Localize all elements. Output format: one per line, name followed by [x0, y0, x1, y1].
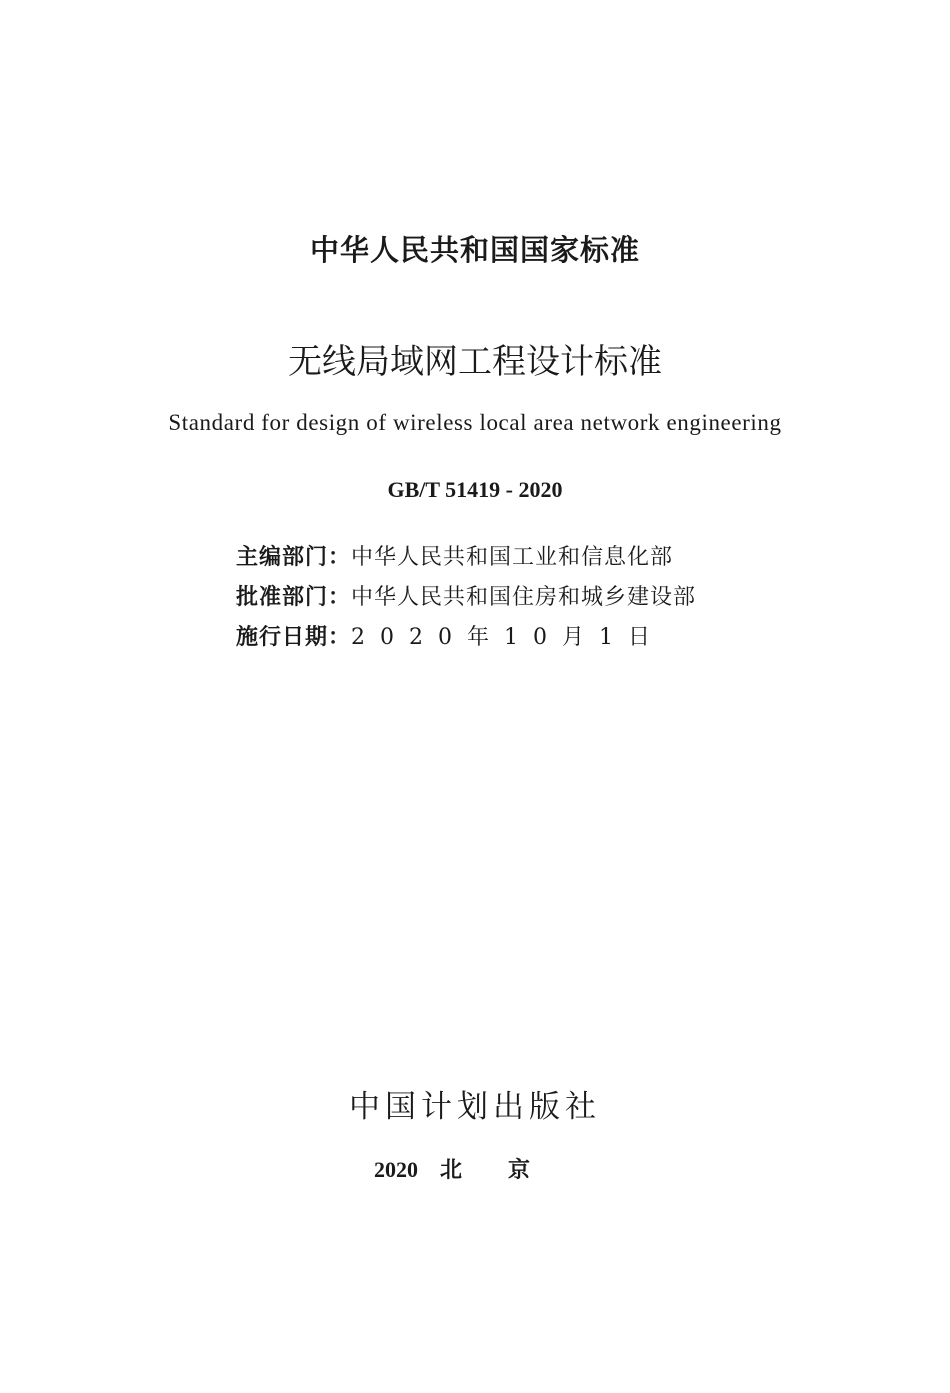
- standard-title-english: Standard for design of wireless local area network engineering: [168, 410, 782, 435]
- editor-department-row: [236, 540, 673, 571]
- imprint-line: [0, 1153, 950, 1184]
- effective-date-label: 施行日期：: [236, 625, 352, 650]
- imprint-year: 2020: [373, 1157, 418, 1182]
- publisher-name: 中国计划出版社: [349, 1089, 601, 1125]
- standard-series-heading: 中华人民共和国国家标准: [309, 233, 640, 267]
- imprint-city: 北京: [439, 1158, 576, 1183]
- standard-title-chinese: 无线局域网工程设计标准: [288, 342, 662, 382]
- standard-code: GB/T 51419 - 2020: [387, 477, 563, 502]
- editor-department-label: 主编部门：: [236, 545, 352, 570]
- effective-date-row: [236, 620, 665, 651]
- approver-department-value: 中华人民共和国住房和城乡建设部: [351, 585, 697, 610]
- approver-department-row: [236, 580, 696, 611]
- editor-department-value: 中华人民共和国工业和信息化部: [351, 545, 674, 570]
- effective-date-value: 2020年10月1日: [351, 625, 665, 650]
- approver-department-label: 批准部门：: [236, 585, 352, 610]
